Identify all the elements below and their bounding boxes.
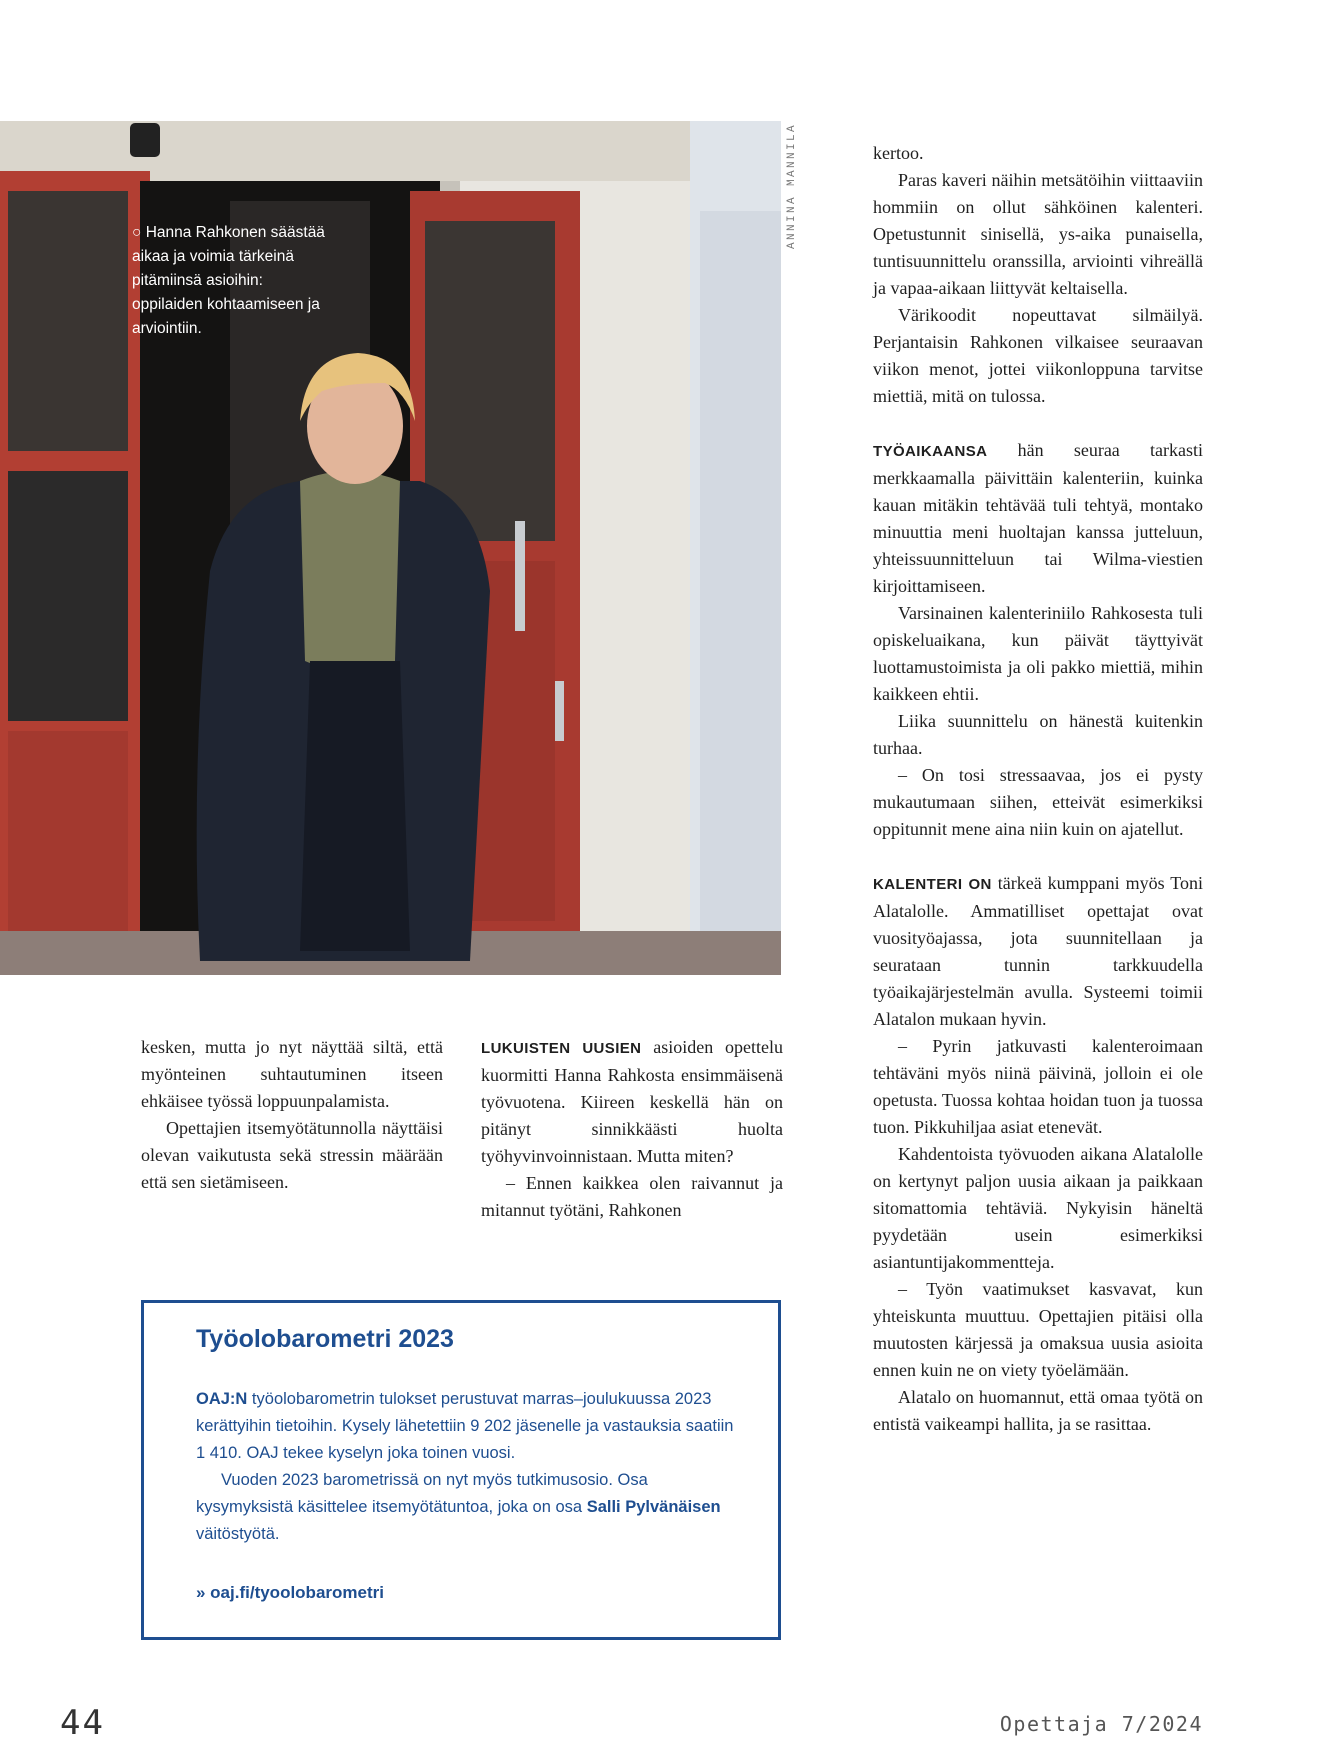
text-column-2: [481, 1034, 783, 1224]
paragraph-text: asioiden opettelu kuormitti Hanna Rahkosta ensimmäisenä työvuotena. Kiireen keskellä hän on pitänyt sinnikkäästi huolta työhyvinvoinnistaan. Mutta miten?: [481, 1037, 784, 1166]
paragraph: Liika suunnittelu on hänestä kuitenkin turhaa.: [873, 711, 1203, 758]
paragraph: Värikoodit nopeuttavat silmäilyä. Perjantaisin Rahkonen vilkaisee seuraavan viikon menot, jottei viikonloppuna tarvitse miettiä, mitä on tulossa.: [873, 305, 1203, 406]
paragraph: Paras kaveri näihin metsätöihin viittaaviin hommiin on ollut sähköinen kalenteri. Opetustunnit sinisellä, ys-aika punaisella, tuntisuunnittelu oranssilla, arviointi vihreällä ja vapaa-aikaan liittyvät keltaisella.: [873, 170, 1203, 298]
paragraph: – On tosi stressaavaa, jos ei pysty mukautumaan siihen, etteivät esimerkiksi oppitunnit mene aina niin kuin on ajatellut.: [873, 765, 1203, 839]
fact-box: [141, 1300, 781, 1640]
paragraph: kesken, mutta jo nyt näyttää siltä, että myönteinen suhtautuminen itseen ehkäisee työssä loppuunpalamista.: [141, 1037, 443, 1111]
caption-text: Hanna Rahkonen säästää aikaa ja voimia tärkeinä pitämiinsä asioihin: oppilaiden kohtaamiseen ja arviointiin.: [132, 224, 325, 337]
researcher-name: Salli Pylvänäisen: [586, 1498, 721, 1516]
photo-illustration: [0, 121, 781, 975]
paragraph: kertoo.: [873, 143, 924, 163]
photo-credit-text: ANNINA MANNILA: [786, 122, 798, 250]
fact-box-title: Työolobarometri 2023: [196, 1325, 454, 1353]
section-lead: LUKUISTEN UUSIEN: [481, 1040, 642, 1057]
fact-box-text: Vuoden 2023 barometrissä on nyt myös tutkimusosio. Osa kysymyksistä käsittelee itsemyötätuntoa, joka on osa: [196, 1471, 648, 1516]
paragraph: Alatalo on huomannut, että omaa työtä on entistä vaikeampi hallita, ja se rasittaa.: [873, 1387, 1203, 1434]
paragraph: [873, 870, 1203, 1033]
paragraph: [873, 437, 1203, 600]
section-lead: KALENTERI ON: [873, 876, 992, 893]
caption-bullet-icon: ○: [132, 224, 142, 241]
fact-box-lead: OAJ:N: [196, 1390, 248, 1408]
paragraph: – Ennen kaikkea olen raivannut ja mitannut työtäni, Rahkonen: [481, 1173, 783, 1220]
article-photo: [0, 121, 781, 975]
paragraph: – Pyrin jatkuvasti kalenteroimaan tehtäväni myös niinä päivinä, jolloin ei ole opetusta. Tuossa kohtaa hoidan tuon ja tuossa tuon. Pikkuhiljaa asiat etenevät.: [873, 1036, 1203, 1137]
photo-caption: [132, 221, 332, 341]
paragraph: – Työn vaatimukset kasvavat, kun yhteiskunta muuttuu. Opettajien pitäisi olla muutosten kärjessä ja omaksua uusia asioita ennen kuin ne on viety työelämään.: [873, 1279, 1203, 1380]
fact-box-paragraph: [196, 1467, 741, 1548]
photo-credit: [785, 121, 799, 251]
fact-box-body: [196, 1386, 741, 1548]
paragraph: Kahdentoista työvuoden aikana Alatalolle on kertynyt paljon uusia aikaan ja paikkaan sitomattomia tehtäviä. Nykyisin häneltä pyydetään usein esimerkiksi asiantuntijakommentteja.: [873, 1144, 1203, 1272]
magazine-issue: Opettaja 7/2024: [999, 1712, 1203, 1736]
section-lead: TYÖAIKAANSA: [873, 443, 988, 460]
paragraph: [481, 1034, 783, 1170]
paragraph-text: hän seuraa tarkasti merkkaamalla päivittäin kalenteriin, kuinka kauan mitäkin tehtävää tuli tehtyä, montako minuuttia meni huoltajan kanssa jutteluun, yhteissuunnitteluun tai Wilma-viestien kirjoittamiseen.: [873, 440, 1203, 596]
paragraph: Varsinainen kalenteriniilo Rahkosesta tuli opiskeluaikana, kun päivät täyttyivät luottamustoimista ja oli pakko miettiä, mihin kaikkeen ehtii.: [873, 603, 1203, 704]
paragraph-text: tärkeä kumppani myös Toni Alatalolle. Ammatilliset opettajat ovat vuosityöajassa, jota suunnitellaan ja seurataan tunnin tarkkuudella työaikajärjestelmän avulla. Systeemi toimii Alatalon mukaan hyvin.: [873, 873, 1203, 1029]
fact-box-text: työolobarometrin tulokset perustuvat marras–joulukuussa 2023 kerättyihin tietoihin. Kysely lähetettiin 9 202 jäsenelle ja vastauksia saatiin 1 410. OAJ tekee kyselyn joka toinen vuosi.: [196, 1390, 734, 1462]
page-number: 44: [60, 1703, 105, 1743]
text-column-1: [141, 1034, 443, 1196]
barometer-link[interactable]: » oaj.fi/tyoolobarometri: [196, 1583, 384, 1602]
fact-box-text: väitöstyötä.: [196, 1525, 280, 1543]
fact-box-paragraph: [196, 1386, 741, 1467]
text-column-3: [873, 140, 1203, 1438]
paragraph: Opettajien itsemyötätunnolla näyttäisi olevan vaikutusta sekä stressin määrään että sen sietämiseen.: [141, 1118, 443, 1192]
door-sign-d: [130, 123, 160, 157]
